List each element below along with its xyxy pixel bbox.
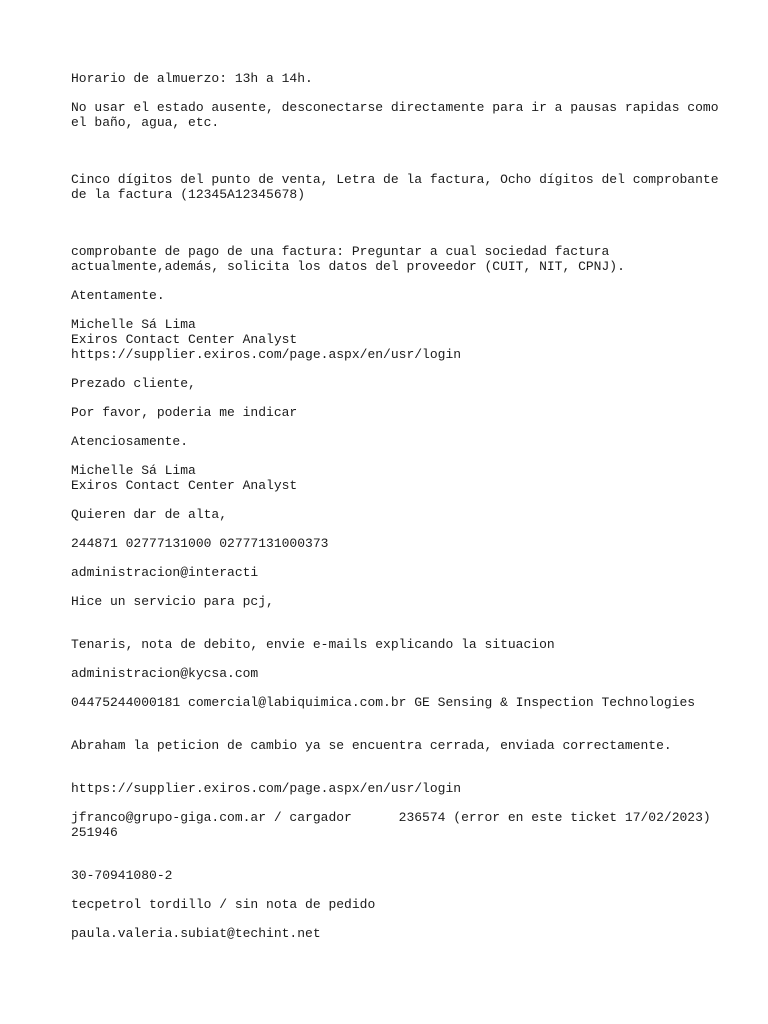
text-line-payment-proof-1: comprobante de pago de una factura: Preguntar a cual sociedad factura (71, 244, 610, 259)
text-line-absent-1: No usar el estado ausente, desconectarse directamente para ir a pausas rapidas como (71, 100, 719, 115)
text-line-signup: Quieren dar de alta, (71, 507, 228, 522)
text-line-request: Por favor, poderia me indicar (71, 405, 298, 420)
text-line-email-3: paula.valeria.subiat@techint.net (71, 926, 321, 941)
text-line-tenaris: Tenaris, nota de debito, envie e-mails explicando la situacion (71, 637, 555, 652)
text-line-service: Hice un servicio para pcj, (71, 594, 274, 609)
text-line-login-url: https://supplier.exiros.com/page.aspx/en/usr/login (71, 781, 462, 796)
text-line-invoice-format-2: de la factura (12345A12345678) (71, 187, 306, 202)
document-body (71, 71, 731, 941)
text-line-labiquimica: 04475244000181 comercial@labiquimica.com.br GE Sensing & Inspection Technologies (71, 695, 696, 710)
text-line-invoice-format-1: Cinco dígitos del punto de venta, Letra de la factura, Ocho dígitos del comprobante (71, 172, 719, 187)
signature-link-1: https://supplier.exiros.com/page.aspx/en/usr/login (71, 347, 462, 362)
text-line-jfranco-1: jfranco@grupo-giga.com.ar / cargador 236574 (error en este ticket 17/02/2023) (71, 810, 711, 825)
text-line-greeting: Prezado cliente, (71, 376, 196, 391)
text-line-numbers: 244871 02777131000 02777131000373 (71, 536, 329, 551)
text-line-email-2: administracion@kycsa.com (71, 666, 259, 681)
signature-name-2: Michelle Sá Lima (71, 463, 196, 478)
text-line-absent-2: el baño, agua, etc. (71, 115, 220, 130)
text-line-cuit: 30-70941080-2 (71, 868, 173, 883)
signature-title-2: Exiros Contact Center Analyst (71, 478, 298, 493)
text-line-lunch: Horario de almuerzo: 13h a 14h. (71, 71, 313, 86)
text-line-jfranco-2: 251946 (71, 825, 118, 840)
signature-title-1: Exiros Contact Center Analyst (71, 332, 298, 347)
text-line-email-1: administracion@interacti (71, 565, 259, 580)
text-line-closing-2: Atenciosamente. (71, 434, 189, 449)
text-line-payment-proof-2: actualmente,además, solicita los datos del proveedor (CUIT, NIT, CPNJ). (71, 259, 625, 274)
text-line-tecpetrol: tecpetrol tordillo / sin nota de pedido (71, 897, 376, 912)
signature-name-1: Michelle Sá Lima (71, 317, 196, 332)
text-line-closing-1: Atentamente. (71, 288, 165, 303)
text-line-abraham: Abraham la peticion de cambio ya se encuentra cerrada, enviada correctamente. (71, 738, 672, 753)
